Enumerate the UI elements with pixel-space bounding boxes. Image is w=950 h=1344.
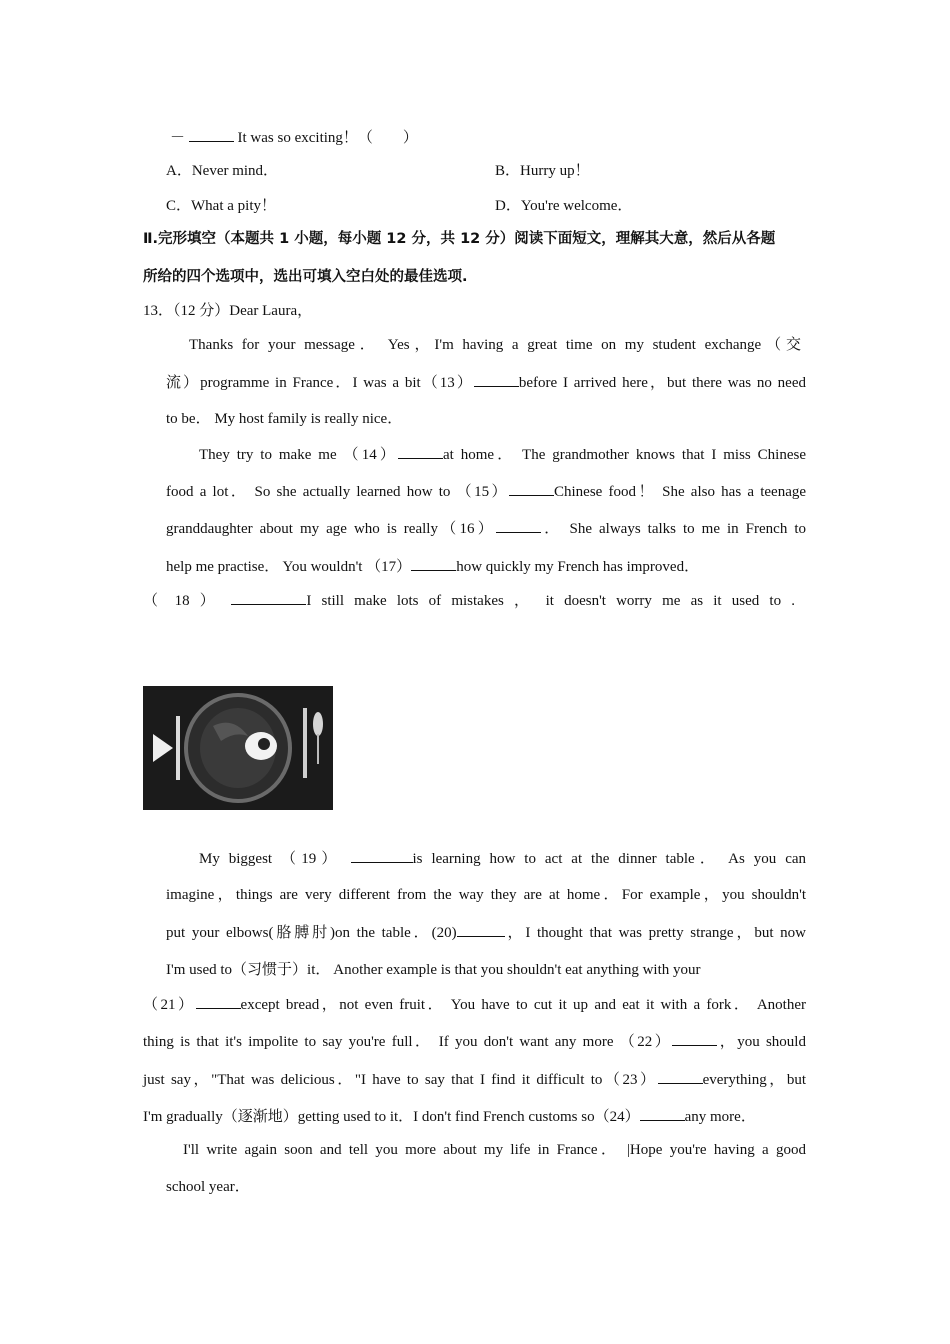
blank-20[interactable] [457,922,505,937]
p3-line8-post: any more． [684,1109,756,1125]
p3-line1-post: is learning how to act at the dinner table． As you can [412,851,807,867]
q12-option-a: A．Never mind． [166,163,279,179]
p3-line6-post: ，you should [717,1034,806,1050]
p2-line3 [166,518,806,539]
p3-line3-post: ，I thought that was pretty strange，but now [504,925,806,941]
p2-line5 [143,590,795,611]
q12-option-c: C．What a pity！ [166,198,276,214]
spoon-handle [317,734,319,764]
p3-line5 [143,994,806,1015]
p1-line2-pre: 流）programme in France．I was a bit（13） [166,375,474,391]
blank-17[interactable] [411,556,456,571]
p2-line2-post: Chinese food！ She also has a teenage [553,484,807,500]
blank-22[interactable] [672,1031,717,1046]
p1-line2 [166,372,806,393]
p1-line1: Thanks for your message． Yes，I'm having a great time on my student exchange（交 [189,337,801,353]
answer-blank[interactable] [189,127,234,142]
p3-line7 [143,1069,806,1090]
p2-line4-pre: help me practise． You wouldn't （17） [166,559,412,575]
p4-line1: I'll write again soon and tell you more about my life in France． |Hope you're having a good [183,1142,806,1158]
p2-line1-pre: They try to make me （14） [199,447,399,463]
blank-14[interactable] [398,444,443,459]
blank-15[interactable] [509,481,554,496]
p3-line3-pre: put your elbows(胳膊肘)on the table．(20) [166,925,457,941]
p3-line7-post: everything，but [702,1072,806,1088]
p3-line4: I'm used to（习惯于）it． Another example is that you shouldn't eat anything with your [166,962,701,978]
q12-stem-dash: － [170,130,186,146]
p3-line8 [143,1106,756,1127]
p3-line5-pre: （21） [143,997,196,1013]
p3-line8-pre: I'm gradually（逐渐地）getting used to it．I don't find French customs so（24） [143,1109,640,1125]
p2-line5-pre: （ 18 ） [143,593,222,609]
p3-line7-pre: just say，"That was delicious．"I have to say that I find it difficult to（23） [143,1072,658,1088]
p2-line4-post: how quickly my French has improved． [456,559,700,575]
p2-line4 [166,556,699,577]
blank-23[interactable] [658,1069,703,1084]
blank-13[interactable] [474,372,519,387]
p2-line1-post: at home． The grandmother knows that I miss Chinese [443,447,806,463]
p3-line2: imagine，things are very different from the way they are at home．For example，you shouldn't [166,887,806,903]
p3-line5-post: except bread，not even fruit． You have to cut it up and eat it with a fork． Another [240,997,806,1013]
p2-line3-pre: granddaughter about my age who is really（16） [166,521,496,537]
p3-line1 [199,848,806,869]
section-heading-line1: Ⅱ.完形填空（本题共 1 小题，每小题 12 分，共 12 分）阅读下面短文，理解其大意，然后从各题 [143,231,776,247]
blank-19[interactable] [351,848,413,863]
blank-24[interactable] [640,1106,685,1121]
p3-line6-pre: thing is that it's impolite to say you're full． If you don't want any more （22） [143,1034,673,1050]
p2-line2-pre: food a lot． So she actually learned how to （15） [166,484,509,500]
q12-stem [170,127,418,148]
p2-line5-post: I still make lots of mistakes ， it doesn't worry me as it used to . [306,593,795,609]
knife-blade [176,716,180,780]
blank-16[interactable] [496,518,541,533]
dinner-plate-photo [143,686,333,810]
section-heading-line2: 所给的四个选项中，选出可填入空白处的最佳选项. [143,269,468,285]
q12-option-b: B．Hurry up！ [495,163,590,179]
fork-icon [303,708,307,778]
p2-line2 [166,481,806,502]
p2-line1 [199,444,806,465]
q12-option-d: D．You're welcome． [495,198,633,214]
p4-line2: school year． [166,1179,250,1195]
blank-21[interactable] [196,994,241,1009]
egg-yolk [258,738,270,750]
spoon-icon [313,712,323,736]
p2-line3-post: ． She always talks to me in French to [540,521,806,537]
p3-line1-pre: My biggest （19） [199,851,342,867]
p1-line3: to be． My host family is really nice． [166,411,403,427]
blank-18[interactable] [231,590,306,605]
q13-header: 13．（12 分）Dear Laura， [143,303,313,319]
p3-line3 [166,922,806,943]
p3-line6 [143,1031,806,1052]
q12-stem-text: It was so exciting！（ ） [233,130,418,146]
p1-line2-post: before I arrived here，but there was no need [518,375,806,391]
